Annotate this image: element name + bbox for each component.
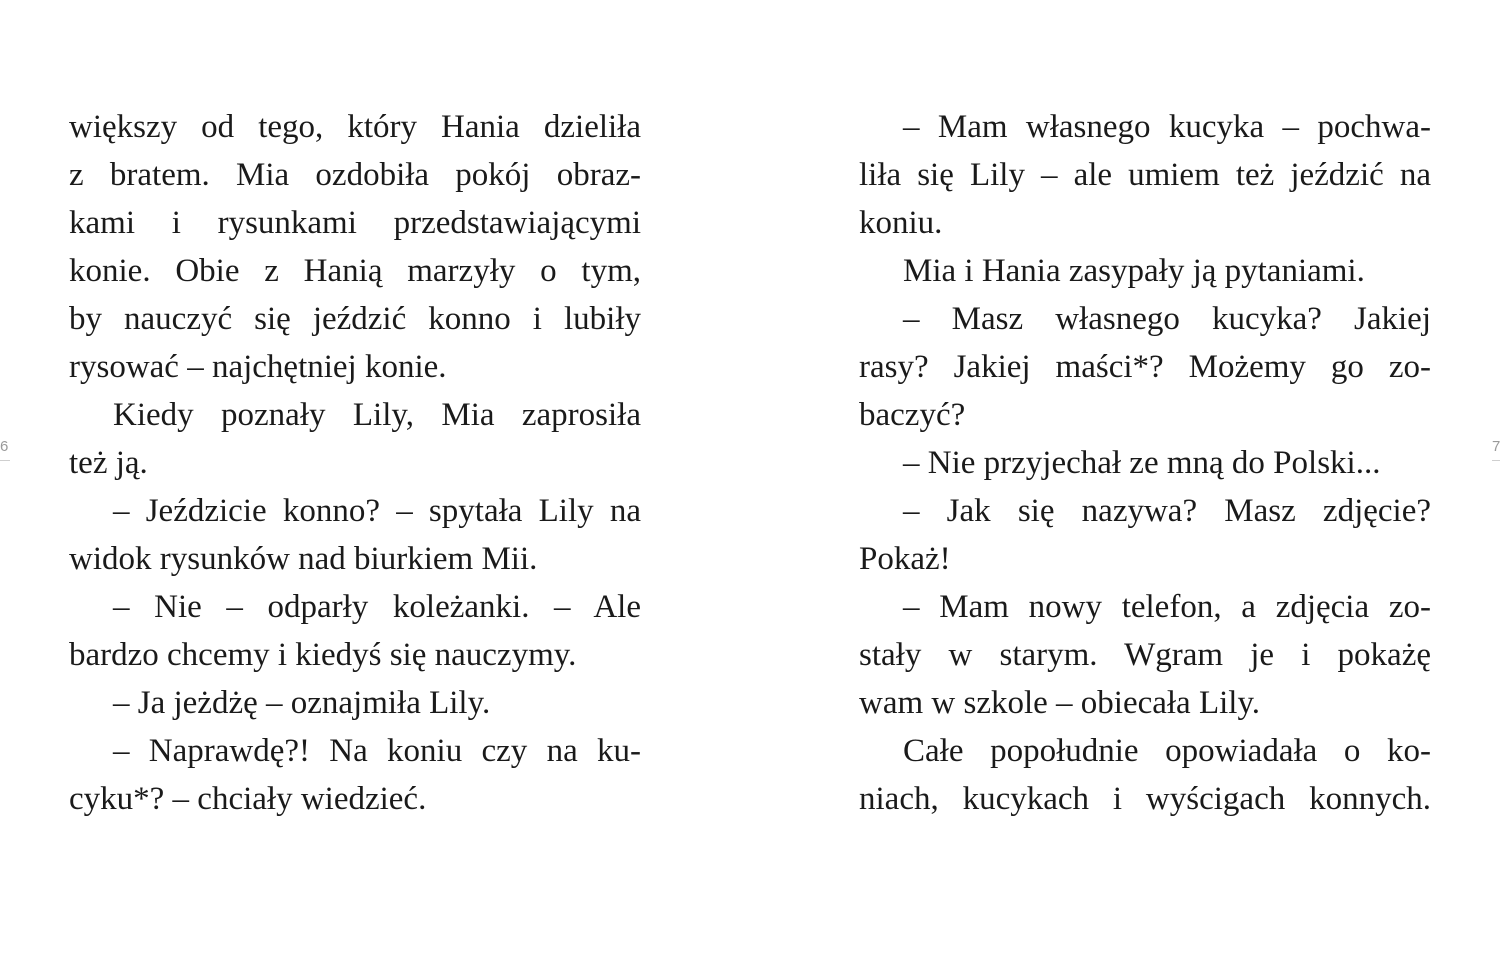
text-line: rysować – najchętniej konie. — [69, 349, 447, 385]
text-line: bardzo chcemy i kiedyś się nauczymy. — [69, 637, 577, 673]
text-line: liła się Lily – ale umiem też jeździć na — [859, 157, 1431, 193]
text-line: wam w szkole – obiecała Lily. — [859, 685, 1261, 721]
text-line: rasy? Jakiej maści*? Możemy go zo- — [859, 349, 1431, 385]
text-line: – Mam nowy telefon, a zdjęcia zo- — [903, 589, 1431, 625]
text-line: większy od tego, który Hania dzieliła — [69, 109, 641, 145]
text-line: z bratem. Mia ozdobiła pokój obraz- — [69, 157, 641, 193]
page-number-right: 7 — [1492, 438, 1500, 461]
text-line: widok rysunków nad biurkiem Mii. — [69, 541, 538, 577]
text-line: – Naprawdę?! Na koniu czy na ku- — [113, 733, 641, 769]
text-line: – Masz własnego kucyka? Jakiej — [903, 301, 1431, 337]
text-line: Kiedy poznały Lily, Mia zaprosiła — [113, 397, 641, 433]
text-line: stały w starym. Wgram je i pokażę — [859, 637, 1431, 673]
text-line: – Ja jeżdżę – oznajmiła Lily. — [113, 685, 491, 721]
text-line: – Mam własnego kucyka – pochwa- — [903, 109, 1431, 145]
text-line: też ją. — [69, 445, 148, 481]
text-line: konie. Obie z Hanią marzyły o tym, — [69, 253, 641, 289]
text-line: kami i rysunkami przedstawiającymi — [69, 205, 641, 241]
text-line: Mia i Hania zasypały ją pytaniami. — [903, 253, 1365, 289]
left-page — [69, 103, 641, 823]
text-line: Całe popołudnie opowiadała o ko- — [903, 733, 1431, 769]
right-page — [859, 103, 1431, 823]
text-line: Pokaż! — [859, 541, 951, 577]
text-line: cyku*? – chciały wiedzieć. — [69, 781, 427, 817]
text-line: koniu. — [859, 205, 943, 241]
text-line: – Jak się nazywa? Masz zdjęcie? — [903, 493, 1431, 529]
text-line: – Jeździcie konno? – spytała Lily na — [113, 493, 641, 529]
text-line: – Nie przyjechał ze mną do Polski... — [903, 445, 1381, 481]
text-line: niach, kucykach i wyścigach konnych. — [859, 781, 1431, 817]
page-number-left: 6 — [0, 438, 10, 461]
text-line: by nauczyć się jeździć konno i lubiły — [69, 301, 641, 337]
text-line: – Nie – odparły koleżanki. – Ale — [113, 589, 641, 625]
text-line: baczyć? — [859, 397, 966, 433]
